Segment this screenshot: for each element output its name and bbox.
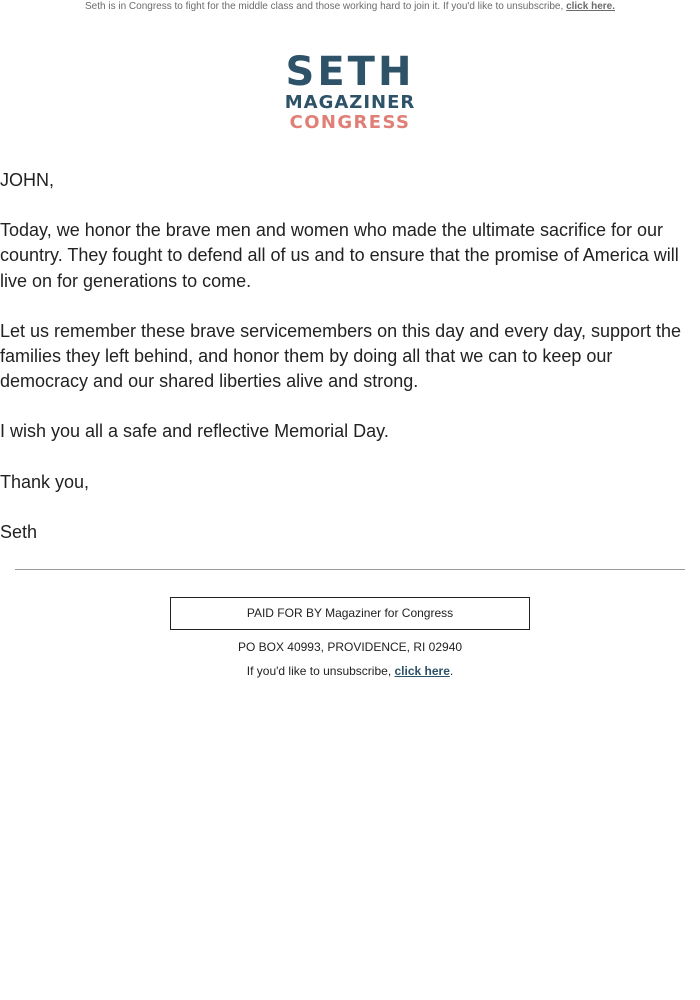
logo-magaziner: MAGAZINER — [284, 92, 416, 113]
footer-unsubscribe-suffix: . — [449, 664, 454, 678]
footer-divider — [15, 569, 685, 570]
preheader-text: Seth is in Congress to fight for the middle class and those working hard to join it. If you'd like to unsubscribe, — [85, 1, 564, 12]
greeting: JOHN, — [0, 170, 54, 190]
signature: Seth — [0, 521, 38, 542]
mailing-address: PO BOX 40993, PROVIDENCE, RI 02940 — [237, 640, 463, 654]
body-paragraph-2: Let us remember these brave servicemembers on this day and every day, support the families they left behind, and honor them by doing all that we can to keep our democracy and our shared liberties alive and strong. — [0, 320, 682, 392]
campaign-logo — [0, 49, 700, 133]
email-body — [0, 168, 690, 570]
paid-for-disclaimer — [170, 597, 530, 630]
preheader — [0, 1, 700, 13]
logo-seth: SETH — [285, 49, 415, 95]
body-paragraph-3: I wish you all a safe and reflective Memorial Day. — [0, 421, 389, 442]
logo-congress: CONGRESS — [289, 112, 411, 133]
closing: Thank you, — [0, 471, 90, 492]
body-paragraph-1: Today, we honor the brave men and women who made the ultimate sacrifice for our country. They fought to defend all of us and to ensure that the promise of America will live on for generations to come. — [0, 220, 679, 291]
footer-unsubscribe-text: If you'd like to unsubscribe, — [246, 664, 392, 678]
paid-for-text: PAID FOR BY Magaziner for Congress — [246, 606, 454, 620]
footer-unsubscribe — [0, 664, 700, 678]
footer-unsubscribe-link[interactable]: click here — [394, 664, 450, 678]
preheader-unsubscribe-link[interactable]: click here. — [566, 1, 615, 12]
